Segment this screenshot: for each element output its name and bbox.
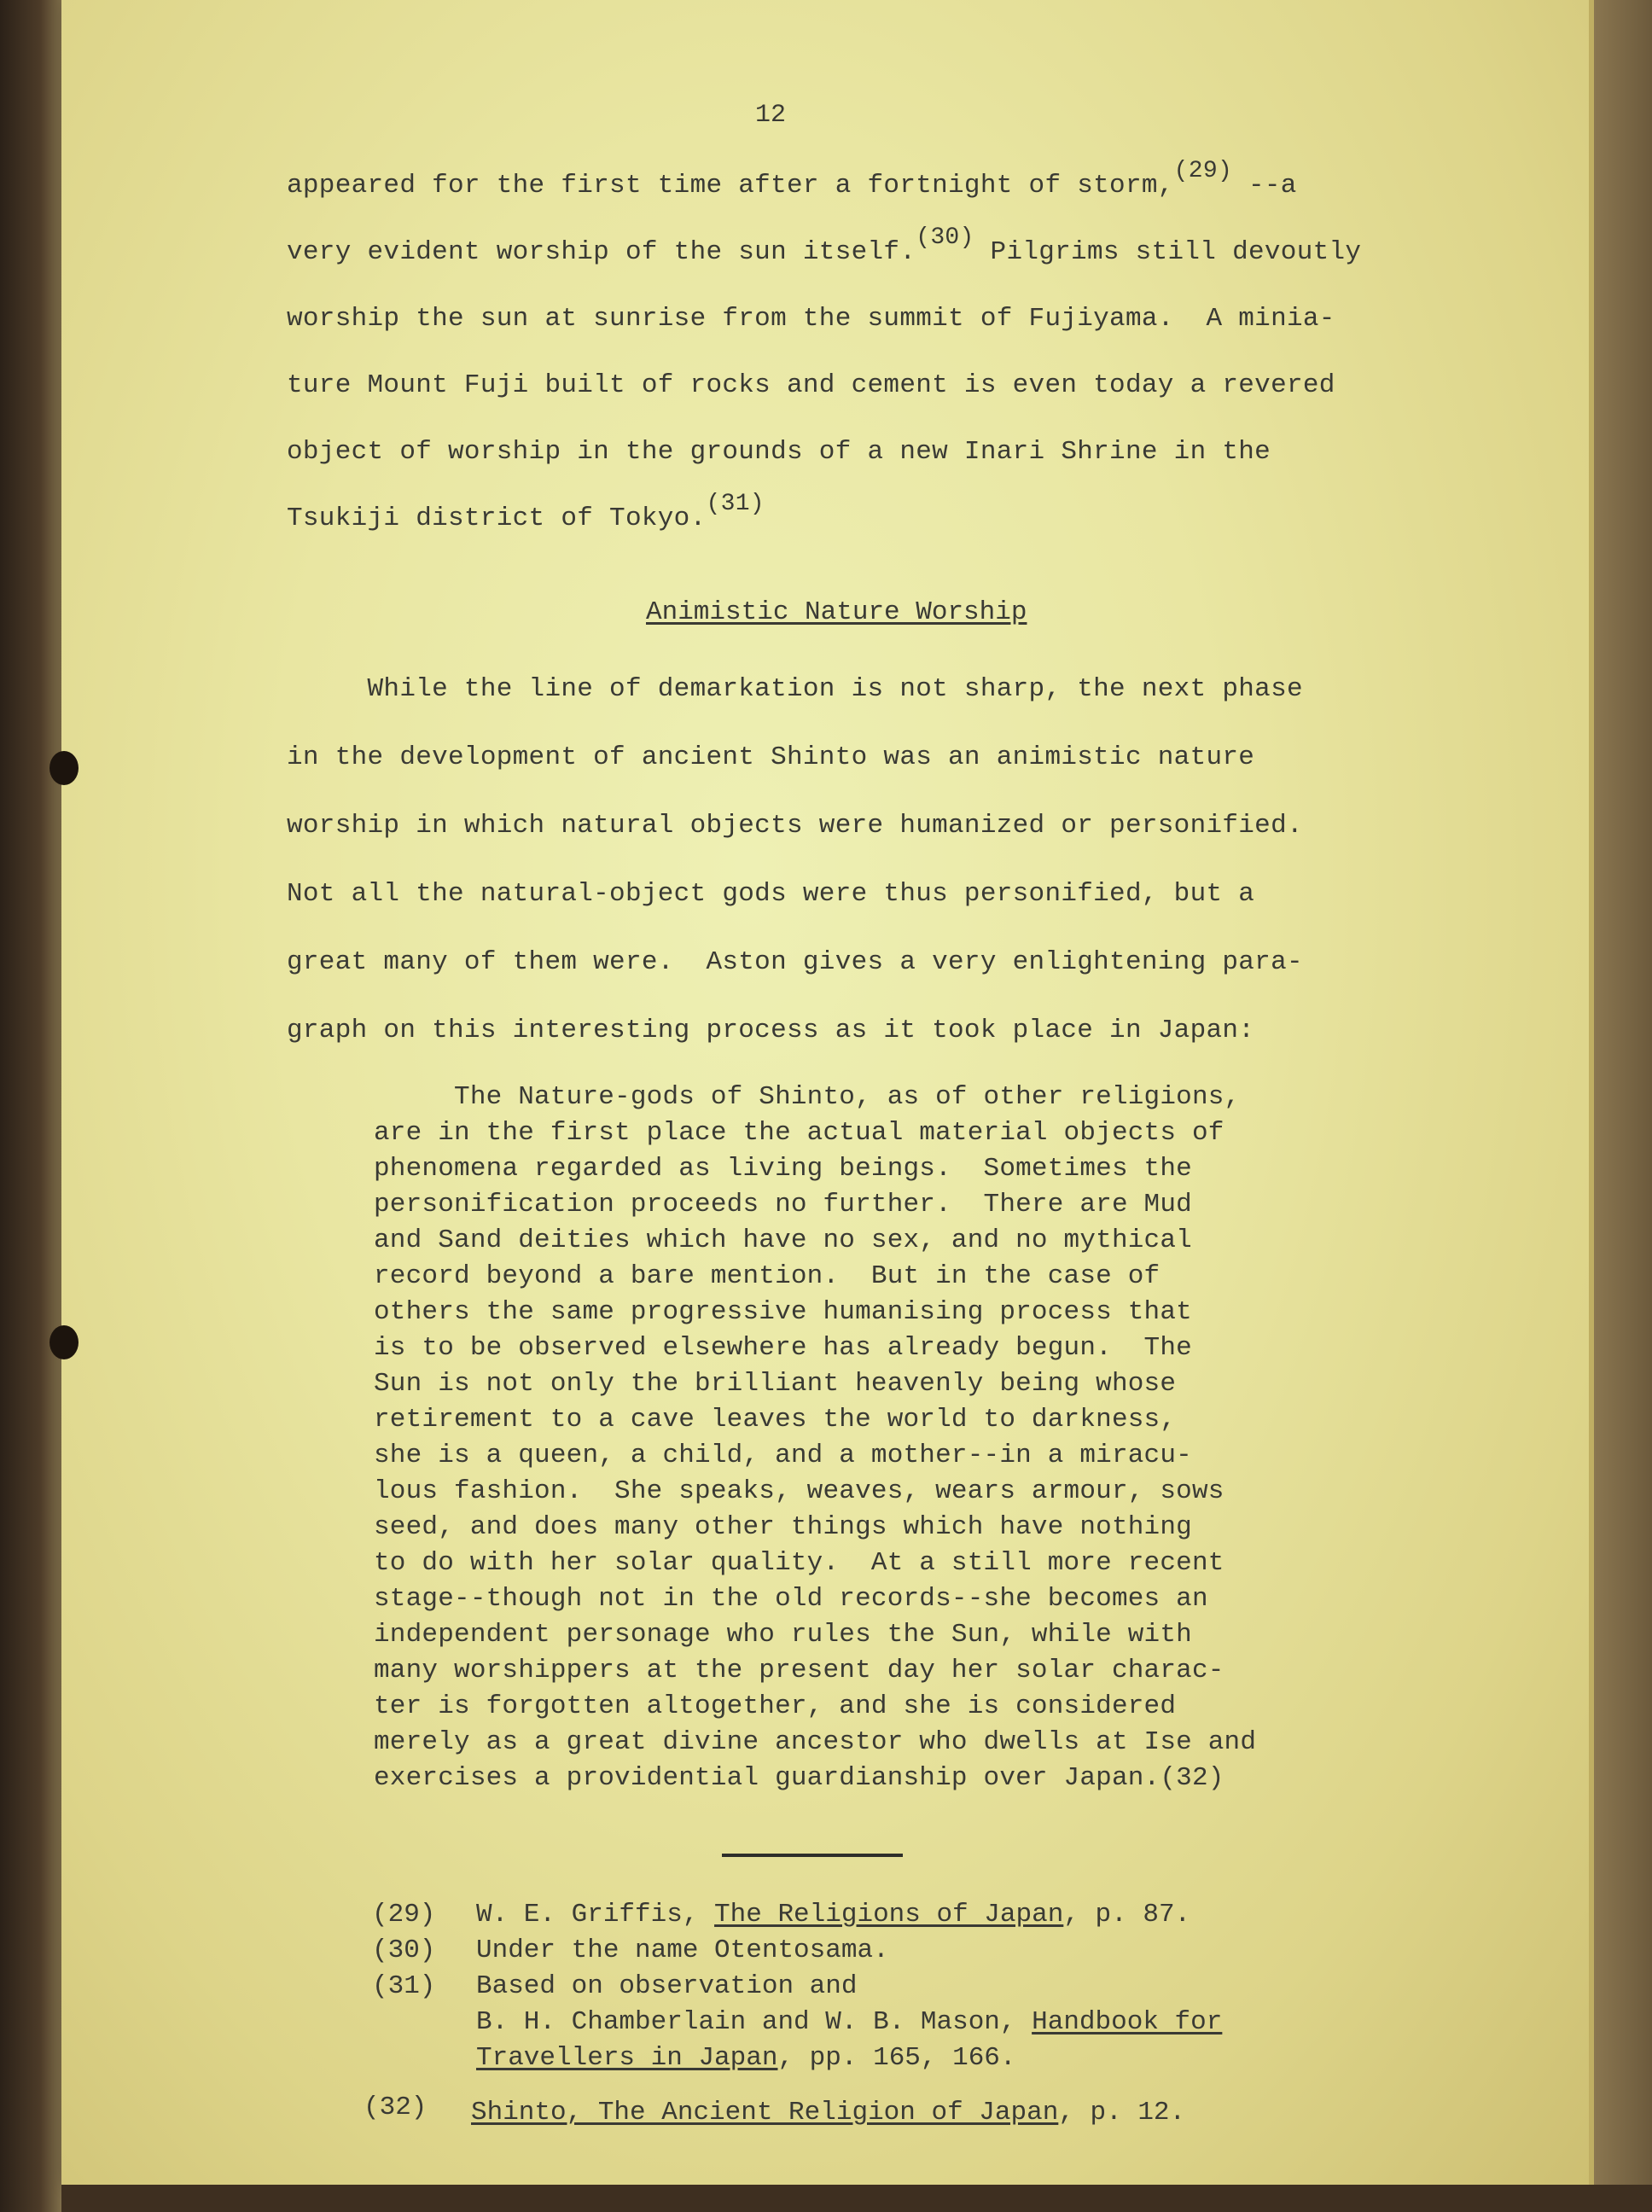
quote-line: lous fashion. She speaks, weaves, wears armour, sows (374, 1476, 1224, 1506)
quote-line: Sun is not only the brilliant heavenly being whose (374, 1369, 1177, 1399)
intro-line-6: Tsukiji district of Tokyo.(31) (287, 491, 765, 533)
quote-line: exercises a providential guardianship over Japan.(32) (374, 1763, 1224, 1793)
footnote-ref-29: (29) (1173, 158, 1233, 184)
cited-title: Shinto, The Ancient Religion of Japan (471, 2098, 1059, 2128)
quote-line: to do with her solar quality. At a still more recent (374, 1548, 1224, 1578)
quote-line: seed, and does many other things which have nothing (374, 1512, 1192, 1542)
paragraph-line-5: great many of them were. Aston gives a very enlightening para- (287, 947, 1303, 977)
footnote-31-line-3: Travellers in Japan, pp. 165, 166. (476, 2043, 1016, 2073)
section-heading: Animistic Nature Worship (646, 597, 1027, 627)
intro-line-4: ture Mount Fuji built of rocks and cement is even today a revered (287, 370, 1335, 400)
paragraph-line-6: graph on this interesting process as it took place in Japan: (287, 1016, 1255, 1045)
footnote-ref-30: (30) (916, 224, 974, 251)
intro-line-5: object of worship in the grounds of a new Inari Shrine in the (287, 437, 1271, 467)
footnote-30: Under the name Otentosama. (476, 1936, 889, 1965)
binder-hole-bottom (49, 1325, 79, 1359)
footnote-32: Shinto, The Ancient Religion of Japan, p. 12. (471, 2098, 1186, 2128)
intro-line-1: appeared for the first time after a fortnight of storm,(29) --a (287, 158, 1297, 201)
quote-line: many worshippers at the present day her solar charac- (374, 1656, 1224, 1685)
footnote-31-line-1: Based on observation and (476, 1971, 858, 2001)
footnote-number-29: (29) (372, 1900, 436, 1930)
cited-title: The Religions of Japan (714, 1900, 1064, 1930)
binder-hole-top (49, 751, 79, 785)
quote-line: record beyond a bare mention. But in the case of (374, 1261, 1160, 1291)
footnote-ref-31: (31) (706, 491, 765, 517)
cited-title: Travellers in Japan (476, 2043, 778, 2073)
intro-line-2: very evident worship of the sun itself.(30) Pilgrims still devoutly (287, 224, 1362, 267)
desk-background (1594, 0, 1652, 2212)
quote-line: phenomena regarded as living beings. Sometimes the (374, 1154, 1192, 1184)
quote-line: stage--though not in the old records--she becomes an (374, 1584, 1208, 1614)
quote-line: she is a queen, a child, and a mother--in a miracu- (374, 1441, 1192, 1470)
quote-line: and Sand deities which have no sex, and no mythical (374, 1225, 1192, 1255)
cited-title: Handbook for (1032, 2007, 1223, 2037)
desk-bottom (61, 2185, 1652, 2212)
paragraph-line-1: While the line of demarkation is not sharp, the next phase (287, 674, 1303, 704)
quote-line: are in the first place the actual material objects of (374, 1118, 1224, 1148)
footnote-number-31: (31) (372, 1971, 436, 2001)
binding-shadow (0, 0, 67, 2212)
paragraph-line-2: in the development of ancient Shinto was an animistic nature (287, 742, 1255, 772)
paragraph-line-4: Not all the natural-object gods were thus personified, but a (287, 879, 1255, 909)
quote-line: others the same progressive humanising process that (374, 1297, 1192, 1327)
quote-line: retirement to a cave leaves the world to darkness, (374, 1405, 1177, 1435)
footnote-number-32: (32) (364, 2093, 428, 2122)
quote-line: independent personage who rules the Sun, while with (374, 1620, 1192, 1650)
paragraph-line-3: worship in which natural objects were humanized or personified. (287, 811, 1303, 841)
quote-line: is to be observed elsewhere has already begun. The (374, 1333, 1192, 1363)
quote-line: merely as a great divine ancestor who dwells at Ise and (374, 1727, 1257, 1757)
footnote-29: W. E. Griffis, The Religions of Japan, p. 87. (476, 1900, 1191, 1930)
page-number: 12 (755, 101, 787, 130)
footnote-31-line-2: B. H. Chamberlain and W. B. Mason, Handbook for (476, 2007, 1223, 2037)
footnote-number-30: (30) (372, 1936, 436, 1965)
footnote-divider (722, 1854, 903, 1857)
quote-line: The Nature-gods of Shinto, as of other religions, (374, 1082, 1241, 1112)
quote-line: personification proceeds no further. There are Mud (374, 1190, 1192, 1220)
quote-line: ter is forgotten altogether, and she is considered (374, 1691, 1177, 1721)
intro-line-3: worship the sun at sunrise from the summit of Fujiyama. A minia- (287, 304, 1335, 334)
